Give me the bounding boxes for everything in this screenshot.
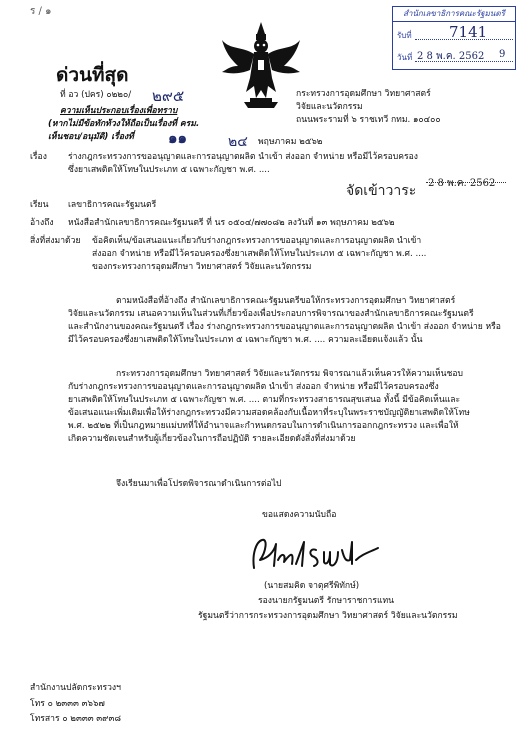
stamp-date-label: วันที่ — [397, 53, 413, 62]
stamp-time-value: 9 — [499, 49, 506, 60]
paragraph-1-line-4: มีไว้ครอบครองซึ่งยาเสพติดให้โทษในประเภท ๕ เฉพาะกัญชา พ.ศ. .... ความละเอียดแจ้งแล้ว นั้น — [68, 335, 423, 345]
to-label: เรียน — [30, 200, 49, 210]
enclosure-line-3: ของกระทรวงการอุดมศึกษา วิทยาศาสตร์ วิจัยและนวัตกรรม — [92, 262, 312, 272]
paragraph-1-line-3: และสำนักงานของคณะรัฐมนตรี เรื่อง ร่างกฎกระทรวงการขออนุญาตและการอนุญาตผลิต นำเข้า ส่งออก จำหน่าย หรือ — [68, 322, 501, 332]
subject-label: เรื่อง — [30, 152, 47, 162]
stamp-recv-no: 7141 — [449, 23, 488, 41]
corner-scribble: ร / ๑ — [30, 6, 52, 17]
note-line-1: ความเห็นประกอบเรื่องเพื่อทราบ — [60, 106, 178, 116]
closing-request: จึงเรียนมาเพื่อโปรดพิจารณาดำเนินการต่อไป — [116, 479, 282, 489]
subject-line-2: ซึ่งยาเสพติดให้โทษในประเภท ๕ เฉพาะกัญชา พ.ศ. .... — [68, 165, 270, 175]
fax: โทรสาร ๐ ๒๓๓๓ ๓๙๓๘ — [30, 714, 121, 724]
stamp-recv-label: รับที่ — [397, 31, 412, 40]
urgency-label: ด่วนที่สุด — [56, 64, 129, 86]
note-line-3: เห็นชอบ/อนุมัติ) เรื่องที่ — [48, 132, 134, 142]
letter-date: พฤษภาคม ๒๕๖๒ — [258, 137, 323, 147]
paragraph-2-line-6: เกิดความชัดเจนสำหรับผู้เกี่ยวข้องในการถือปฏิบัติ รายละเอียดดังสิ่งที่ส่งมาด้วย — [68, 434, 356, 444]
paragraph-2-line-5: พ.ศ. ๒๕๒๒ ที่เป็นกฎหมายแม่บทที่ให้อำนาจและกำหนดกรอบในการดำเนินการออกกฎกระทรวง และเพื่อให้ — [68, 421, 459, 431]
closing-salutation: ขอแสดงความนับถือ — [262, 510, 337, 520]
stamp-date-value: 2 8 พ.ค. 2562 — [417, 51, 485, 62]
note-line-2: (หากไม่มีข้อทักท้วงให้ถือเป็นเรื่องที่ ครม. — [48, 119, 200, 129]
signer-name: (นายสมคิด จาตุศรีพิทักษ์) — [264, 581, 360, 591]
stamp-header: สำนักเลขาธิการคณะรัฐมนตรี — [393, 7, 515, 22]
paragraph-2-line-2: กับร่างกฎกระทรวงการขออนุญาตและการอนุญาตผลิต นำเข้า ส่งออก จำหน่าย หรือมีไว้ครอบครองซึ่ง — [68, 382, 439, 392]
subject-line-1: ร่างกฎกระทรวงการขออนุญาตและการอนุญาตผลิต นำเข้า ส่งออก จำหน่าย หรือมีไว้ครอบครอง — [68, 152, 418, 162]
to-text: เลขาธิการคณะรัฐมนตรี — [68, 200, 157, 210]
paragraph-2-line-4: ข้อเสนอแนะเพิ่มเติมเพื่อให้ร่างกฎกระทรวงมีความสอดคล้องกับเนื้อหาที่ระบุในพระราชบัญญัติยาเสพติดให้โทษ — [68, 408, 470, 418]
signature-icon — [246, 530, 386, 582]
enclosure-line-1: ข้อคิดเห็น/ข้อเสนอแนะเกี่ยวกับร่างกฎกระทรวงการขออนุญาตและการอนุญาตผลิต นำเข้า — [92, 236, 422, 246]
org-line-3: ถนนพระรามที่ ๖ ราชเทวี กทม. ๑๐๔๐๐ — [296, 115, 441, 125]
enclosure-line-2: ส่งออก จำหน่าย หรือมีไว้ครอบครองซึ่งยาเสพติดให้โทษในประเภท ๕ เฉพาะกัญชา พ.ศ. .... — [92, 249, 427, 259]
date-day-handwritten: ๒๔ — [228, 134, 248, 150]
garuda-emblem-icon — [220, 20, 302, 108]
org-line-2: วิจัยและนวัตกรรม — [296, 102, 363, 112]
org-line-1: กระทรวงการอุดมศึกษา วิทยาศาสตร์ — [296, 89, 431, 99]
reference-number-handwritten: ๒๙๕ — [152, 87, 185, 105]
signer-position-2: รัฐมนตรีว่าการกระทรวงการอุดมศึกษา วิทยาศาสตร์ วิจัยและนวัตกรรม — [198, 611, 458, 621]
reference-number: ที่ อว (ปคร) ๐๒๒๐/ — [60, 90, 132, 100]
agenda-date: 2 8 พ.ค. 2562 — [428, 178, 496, 189]
paragraph-2-line-1: กระทรวงการอุดมศึกษา วิทยาศาสตร์ วิจัยและนวัตกรรม พิจารณาแล้วเห็นควรให้ความเห็นชอบ — [116, 369, 463, 379]
signer-position-1: รองนายกรัฐมนตรี รักษาราชการแทน — [258, 596, 395, 606]
enclosure-label: สิ่งที่ส่งมาด้วย — [30, 236, 81, 246]
note-line-3-handwritten: ๑๑ — [168, 129, 188, 147]
paragraph-2-line-3: ยาเสพติดให้โทษในประเภท ๕ เฉพาะกัญชา พ.ศ. .... ตามที่กระทรวงสาธารณสุขเสนอ ทั้งนี้ มีข้อคิดเห็นและ — [68, 395, 461, 405]
receipt-stamp — [392, 6, 516, 70]
paragraph-1-line-1: ตามหนังสือที่อ้างถึง สำนักเลขาธิการคณะรัฐมนตรีขอให้กระทรวงการอุดมศึกษา วิทยาศาสตร์ — [116, 296, 456, 306]
office-name: สำนักงานปลัดกระทรวงฯ — [30, 683, 121, 693]
reference-text: หนังสือสำนักเลขาธิการคณะรัฐมนตรี ที่ นร ๐๕๐๔/๗๗๐๘๒ ลงวันที่ ๑๓ พฤษภาคม ๒๕๖๒ — [68, 218, 395, 228]
reference-label: อ้างถึง — [30, 218, 54, 228]
telephone: โทร ๐ ๒๓๓๓ ๓๖๖๗ — [30, 699, 105, 709]
agenda-stamp: จัดเข้าวาระ — [346, 183, 417, 199]
paragraph-1-line-2: วิจัยและนวัตกรรม เสนอความเห็นในส่วนที่เกี่ยวข้องเพื่อประกอบการพิจารณาของสำนักเลขาธิการคณะรัฐมนตรี — [68, 309, 474, 319]
